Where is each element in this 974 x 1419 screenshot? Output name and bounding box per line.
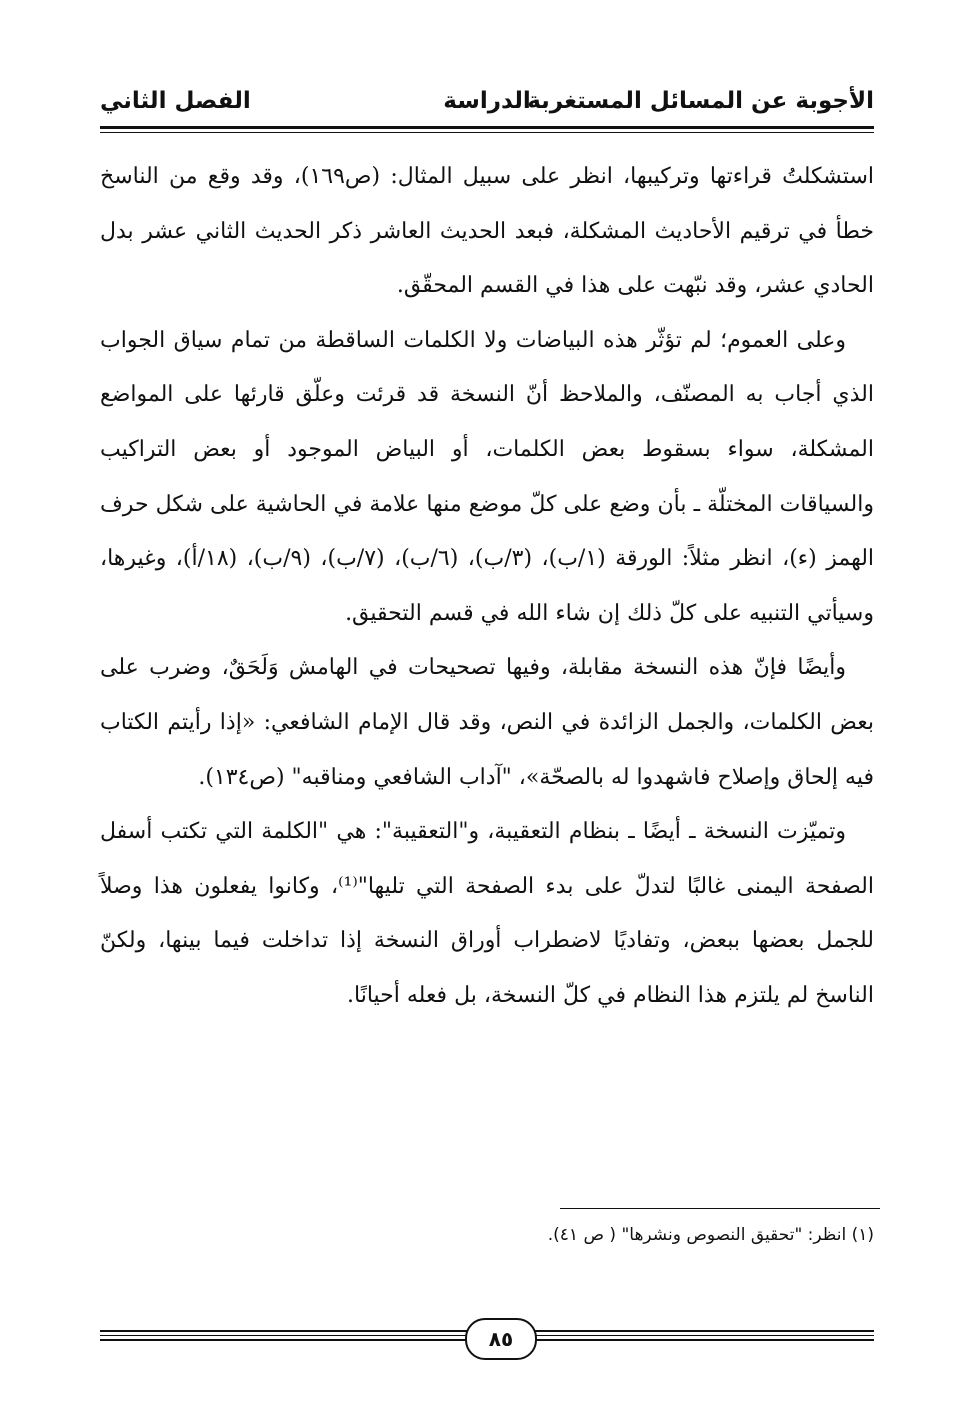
paragraph: وتميّزت النسخة ـ أيضًا ـ بنظام التعقيبة، و"التعقيبة": هي "الكلمة التي تكتب أسفل الصفحة اليمنى غالبًا لتدلّ على بدء الصفحة التي تليها"⁽¹⁾، وكانوا يفعلون هذا وصلاً للجمل بعضها ببعض، وتفاديًا لاضطراب أوراق النسخة إذا تداخلت فيما بينها، ولكنّ الناسخ لم يلتزم هذا النظام في كلّ النسخة، بل فعله أحيانًا.	[100, 819, 874, 1008]
paragraph: استشكلتُ قراءتها وتركيبها، انظر على سبيل المثال: (ص١٦٩)، وقد وقع من الناسخ خطأ في ترقيم الأحاديث المشكلة، فبعد الحديث العاشر ذكر الحديث الثاني عشر بدل الحادي عشر، وقد نبّهت على هذا في القسم المحقّق.	[100, 164, 874, 299]
footnote-separator	[560, 1208, 880, 1209]
footnote: (١) انظر: "تحقيق النصوص ونشرها" ( ص ٤١).	[547, 1225, 874, 1245]
main-text	[100, 150, 874, 1024]
paragraph: وعلى العموم؛ لم تؤثّر هذه البياضات ولا الكلمات الساقطة من تمام سياق الجواب الذي أجاب به المصنّف، والملاحظ أنّ النسخة قد قرئت وعلّق قارئها على المواضع المشكلة، سواء بسقوط بعض الكلمات، أو البياض الموجود أو بعض التراكيب والسياقات المختلّة ـ بأن وضع على كلّ موضع منها علامة في الحاشية على شكل حرف الهمز (ء)، انظر مثلاً: الورقة (١/ب)، (٣/ب)، (٦/ب)، (٧/ب)، (٩/ب)، (١٨/أ)، وغيرها، وسيأتي التنبيه على كلّ ذلك إن شاء الله في قسم التحقيق.	[100, 327, 875, 626]
running-header	[100, 86, 874, 128]
page-number: ٨٥	[465, 1318, 537, 1360]
section-title: الدراسة	[443, 88, 531, 114]
paragraph: وأيضًا فإنّ هذه النسخة مقابلة، وفيها تصحيحات في الهامش وَلَحَقٌ، وضرب على بعض الكلمات، والجمل الزائدة في النص، وقد قال الإمام الشافعي: «إذا رأيتم الكتاب فيه إلحاق وإصلاح فاشهدوا له بالصحّة»، "آداب الشافعي ومناقبه" (ص١٣٤).	[100, 655, 874, 790]
header-rule	[100, 126, 874, 133]
book-title: الأجوبة عن المسائل المستغربة	[527, 88, 874, 114]
chapter-title: الفصل الثاني	[100, 88, 251, 114]
